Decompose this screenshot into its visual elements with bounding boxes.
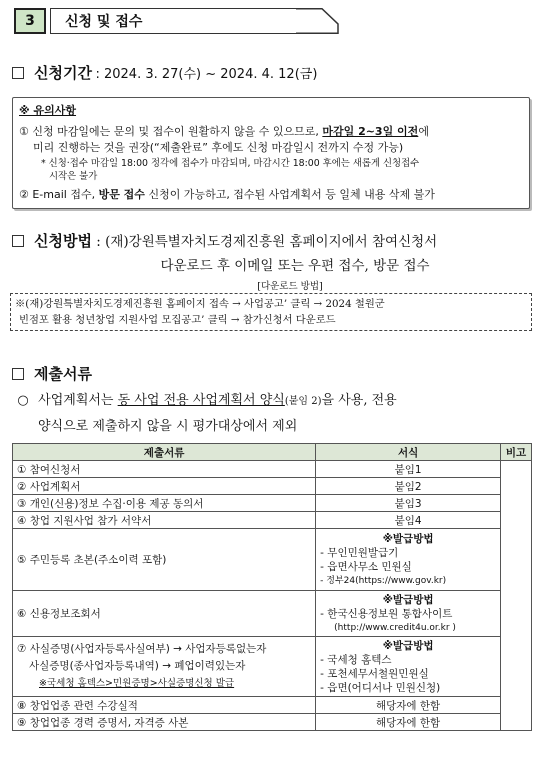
issue-method-line: - 읍면사무소 민원실 — [320, 560, 412, 573]
table-cell-form: 붙임2 — [316, 478, 501, 495]
table-cell-form — [316, 637, 501, 697]
table-cell-doc: ② 사업계획서 — [13, 478, 316, 495]
notice-item-2-suffix: 신청이 가능하고, 접수된 사업계획서 등 일체 내용 삭제 불가 — [148, 188, 435, 201]
docs-text-ref: (붙임 2) — [284, 396, 322, 407]
table-cell-form: 붙임1 — [316, 461, 501, 478]
table-cell-form: 해당자에 한함 — [316, 714, 501, 731]
notice-item-1 — [19, 124, 523, 156]
section-number: 3 — [14, 8, 46, 34]
issue-method-line: - 한국신용정보원 통합사이트 — [320, 607, 453, 620]
notice-item-1-text: ① 신청 마감일에는 문의 및 접수이 원활하지 않을 수 있으므로, — [19, 125, 319, 138]
table-cell-form: 해당자에 한함 — [316, 697, 501, 714]
table-header-doc: 제출서류 — [13, 444, 316, 461]
notice-item-1-sub — [19, 157, 523, 183]
checkbox-square-icon — [12, 67, 24, 79]
notice-item-2 — [19, 186, 523, 202]
period-row — [12, 62, 532, 83]
table-cell-doc: ⑨ 창업업종 경력 증명서, 자격증 사본 — [13, 714, 316, 731]
notice-item-1-suffix: 에 — [418, 125, 429, 138]
notice-sub-line1: * 신청·접수 마감일 18:00 정각에 접수가 마감되며, 마감시간 18:00 후에는 새롭게 신청접수 — [41, 158, 420, 169]
table-row — [13, 591, 532, 637]
section-header — [14, 8, 324, 36]
docs-text-suffix: 을 사용, 전용 — [321, 393, 397, 408]
method-row — [12, 230, 537, 251]
period-label: 신청기간 — [34, 64, 92, 82]
table-cell-doc: ④ 창업 지원사업 참가 서약서 — [13, 512, 316, 529]
download-path-line2: 빈점포 활용 청년창업 지원사업 모집공고’ 클릭 → 참가신청서 다운로드 — [19, 314, 336, 326]
fact-cert-note: ※국세청 홈텍스>민원증명>사실증명신청 발급 — [39, 678, 235, 689]
method-caption: [다운로드 방법] — [257, 281, 323, 292]
table-header-note: 비고 — [501, 444, 532, 461]
table-cell-doc: ⑤ 주민등록 초본(주소이력 포함) — [13, 529, 316, 591]
notice-item-1-line2: 미리 진행하는 것을 권장(“제출완료” 후에도 신청 마감일시 전까지 수정 가능) — [33, 141, 404, 154]
docs-description — [12, 388, 537, 439]
issue-method-heading: ※발급방법 — [382, 639, 434, 652]
issue-method-line: - 읍면(어디서나 민원신청) — [320, 681, 441, 694]
notice-item-2-text: ② E-mail 접수, — [19, 188, 96, 201]
table-row — [13, 461, 532, 478]
docs-text-prefix: 사업계획서는 — [38, 393, 114, 408]
issue-method-line: - 국세청 홈텍스 — [320, 653, 392, 666]
table-cell-doc: ⑥ 신용정보조회서 — [13, 591, 316, 637]
download-path-box — [10, 293, 532, 331]
table-cell-form — [316, 529, 501, 591]
docs-text-line2: 양식으로 제출하지 않을 시 평가대상에서 제외 — [38, 419, 298, 434]
table-row — [13, 495, 532, 512]
docs-row — [12, 363, 92, 384]
period-value: : 2024. 3. 27(수) ~ 2024. 4. 12(금) — [95, 67, 318, 82]
table-row — [13, 478, 532, 495]
table-cell-form — [316, 591, 501, 637]
table-cell-doc: ① 참여신청서 — [13, 461, 316, 478]
notice-title: ※ 유의사항 — [19, 104, 77, 117]
fact-cert-line2: 사실증명(종사업자등록내역) → 폐업이력있는자 — [29, 660, 246, 672]
section-title: 신청 및 접수 — [50, 8, 300, 34]
table-row — [13, 697, 532, 714]
fact-cert-line1: ⑦ 사실증명(사업자등록사실여부) → 사업자등록없는자 — [17, 643, 267, 655]
submission-table — [12, 443, 532, 731]
table-row — [13, 637, 532, 697]
checkbox-square-icon — [12, 235, 24, 247]
section-header-tab-shape — [296, 8, 340, 36]
notice-sub-line2: 시작은 불가 — [49, 171, 98, 182]
download-path-line1: ※(재)강원특별자치도경제진흥원 홈페이지 접속 → 사업공고’ 클릭 → 2024 철원군 — [15, 298, 385, 310]
table-row — [13, 529, 532, 591]
table-row — [13, 512, 532, 529]
issue-method-heading: ※발급방법 — [382, 532, 434, 545]
submission-table-wrap — [12, 443, 532, 731]
table-cell-doc — [13, 637, 316, 697]
issue-method-heading: ※발급방법 — [382, 593, 434, 606]
method-label: 신청방법 — [34, 232, 92, 250]
notice-box — [12, 97, 530, 209]
table-cell-doc: ⑧ 창업업종 관련 수강실적 — [13, 697, 316, 714]
table-cell-doc: ③ 개인(신용)정보 수집·이용 제공 동의서 — [13, 495, 316, 512]
table-header-form: 서식 — [316, 444, 501, 461]
issue-method-line: (http://www.credit4u.or.kr ) — [334, 622, 456, 633]
bullet-circle: ○ — [17, 393, 29, 408]
notice-item-2-emphasis: 방문 접수 — [98, 188, 145, 201]
table-row — [13, 714, 532, 731]
issue-method-line: - 정부24(https://www.gov.kr) — [320, 575, 447, 586]
docs-label: 제출서류 — [34, 365, 92, 383]
table-cell-form: 붙임4 — [316, 512, 501, 529]
table-cell-note — [501, 461, 532, 731]
checkbox-square-icon — [12, 368, 24, 380]
method-line1: : (재)강원특별자치도경제진흥원 홈페이지에서 참여신청서 — [96, 234, 438, 250]
table-header-row — [13, 444, 532, 461]
table-cell-form: 붙임3 — [316, 495, 501, 512]
issue-method-line: - 포천세무서철원민원실 — [320, 667, 429, 680]
notice-item-1-emphasis: 마감일 2~3일 이전 — [322, 125, 419, 138]
issue-method-line: - 무인민원발급기 — [320, 546, 399, 559]
docs-text-underlined: 동 사업 전용 사업계획서 양식 — [117, 393, 285, 408]
method-line2: 다운로드 후 이메일 또는 우편 접수, 방문 접수 — [160, 258, 430, 274]
